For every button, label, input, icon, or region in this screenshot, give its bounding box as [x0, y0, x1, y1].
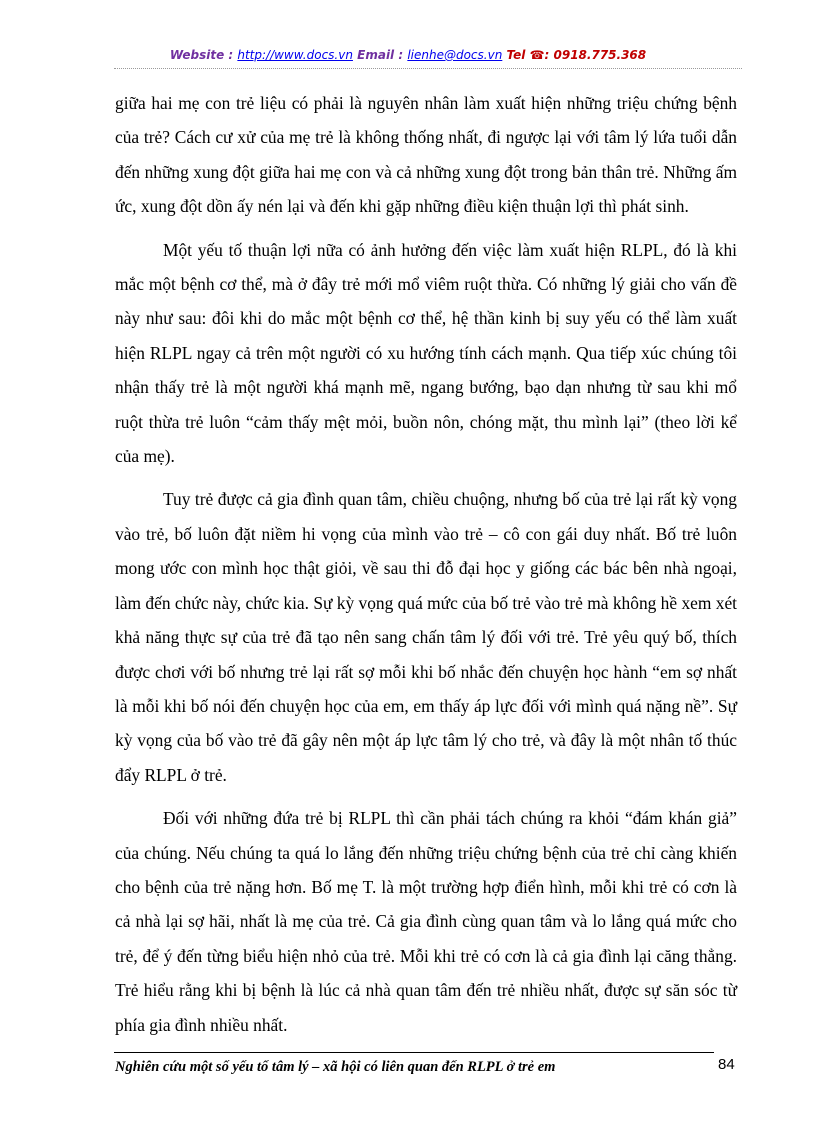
page-header	[0, 48, 816, 62]
footer-title: Nghiên cứu một số yếu tố tâm lý – xã hội có liên quan đến RLPL ở trẻ em	[115, 1059, 556, 1075]
paragraph-4: Đối với những đứa trẻ bị RLPL thì cần phải tách chúng ra khỏi “đám khán giả” của chúng. Nếu chúng ta quá lo lắng đến những triệu chứng bệnh của trẻ chỉ càng khiến cho bệnh của trẻ nặng hơn. Bố mẹ T. là một trường hợp điển hình, mỗi khi trẻ có cơn là cả nhà lại sợ hãi, nhất là mẹ của trẻ. Cả gia đình cùng quan tâm và lo lắng quá mức cho trẻ, để ý đến từng biểu hiện nhỏ của trẻ. Mỗi khi trẻ có cơn là cả gia đình lại căng thẳng. Trẻ hiểu rằng khi bị bệnh là lúc cả nhà quan tâm đến trẻ nhiều nhất, được sự săn sóc từ phía gia đình nhiều nhất.	[115, 808, 737, 1035]
website-link[interactable]: http://www.docs.vn	[237, 48, 353, 62]
paragraph-1: giữa hai mẹ con trẻ liệu có phải là nguyên nhân làm xuất hiện những triệu chứng bệnh của trẻ? Cách cư xử của mẹ trẻ là không thống nhất, đi ngược lại với tâm lý lứa tuổi dẫn đến những xung đột giữa hai mẹ con và cả những xung đột trong bản thân trẻ. Những ấm ức, xung đột dồn ấy nén lại và đến khi gặp những điều kiện thuận lợi thì phát sinh.	[115, 93, 737, 217]
phone-number: : 0918.775.368	[544, 48, 647, 62]
document-body	[115, 86, 737, 1042]
footer-divider	[114, 1052, 714, 1053]
email-label: Email :	[357, 48, 408, 62]
email-link[interactable]: lienhe@docs.vn	[407, 48, 503, 62]
website-label: Website :	[169, 48, 238, 62]
phone-icon: ☎	[529, 48, 545, 62]
tel-label: Tel	[506, 48, 530, 62]
paragraph-3: Tuy trẻ được cả gia đình quan tâm, chiều chuộng, nhưng bố của trẻ lại rất kỳ vọng vào trẻ, bố luôn đặt niềm hi vọng của mình vào trẻ – cô con gái duy nhất. Bố trẻ luôn mong ước con mình học thật giỏi, về sau thi đỗ đại học y giống các bác bên nhà ngoại, làm đến chức này, chức kia. Sự kỳ vọng quá mức của bố trẻ vào trẻ mà không hề xem xét khả năng thực sự của trẻ đã tạo nên sang chấn tâm lý đối với trẻ. Trẻ yêu quý bố, thích được chơi với bố nhưng trẻ lại rất sợ mỗi khi bố nhắc đến chuyện học hành “em sợ nhất là mỗi khi bố nói đến chuyện học của em, em thấy áp lực đối với mình quá nặng nề”. Sự kỳ vọng của bố vào trẻ đã gây nên một áp lực tâm lý cho trẻ, và đây là một nhân tố thúc đẩy RLPL ở trẻ.	[115, 489, 737, 785]
paragraph-2: Một yếu tố thuận lợi nữa có ảnh hưởng đến việc làm xuất hiện RLPL, đó là khi mắc một bệnh cơ thể, mà ở đây trẻ mới mổ viêm ruột thừa. Có những lý giải cho vấn đề này như sau: đôi khi do mắc một bệnh cơ thể, hệ thần kinh bị suy yếu có thể làm xuất hiện RLPL ngay cả trên một người có xu hướng tính cách mạnh. Qua tiếp xúc chúng tôi nhận thấy trẻ là một người khá mạnh mẽ, ngang bướng, bạo dạn nhưng từ sau khi mổ ruột thừa trẻ luôn “cảm thấy mệt mỏi, buồn nôn, chóng mặt, thu mình lại” (theo lời kể của mẹ).	[115, 239, 737, 467]
header-divider	[114, 68, 742, 69]
page-number: 84	[718, 1056, 735, 1073]
